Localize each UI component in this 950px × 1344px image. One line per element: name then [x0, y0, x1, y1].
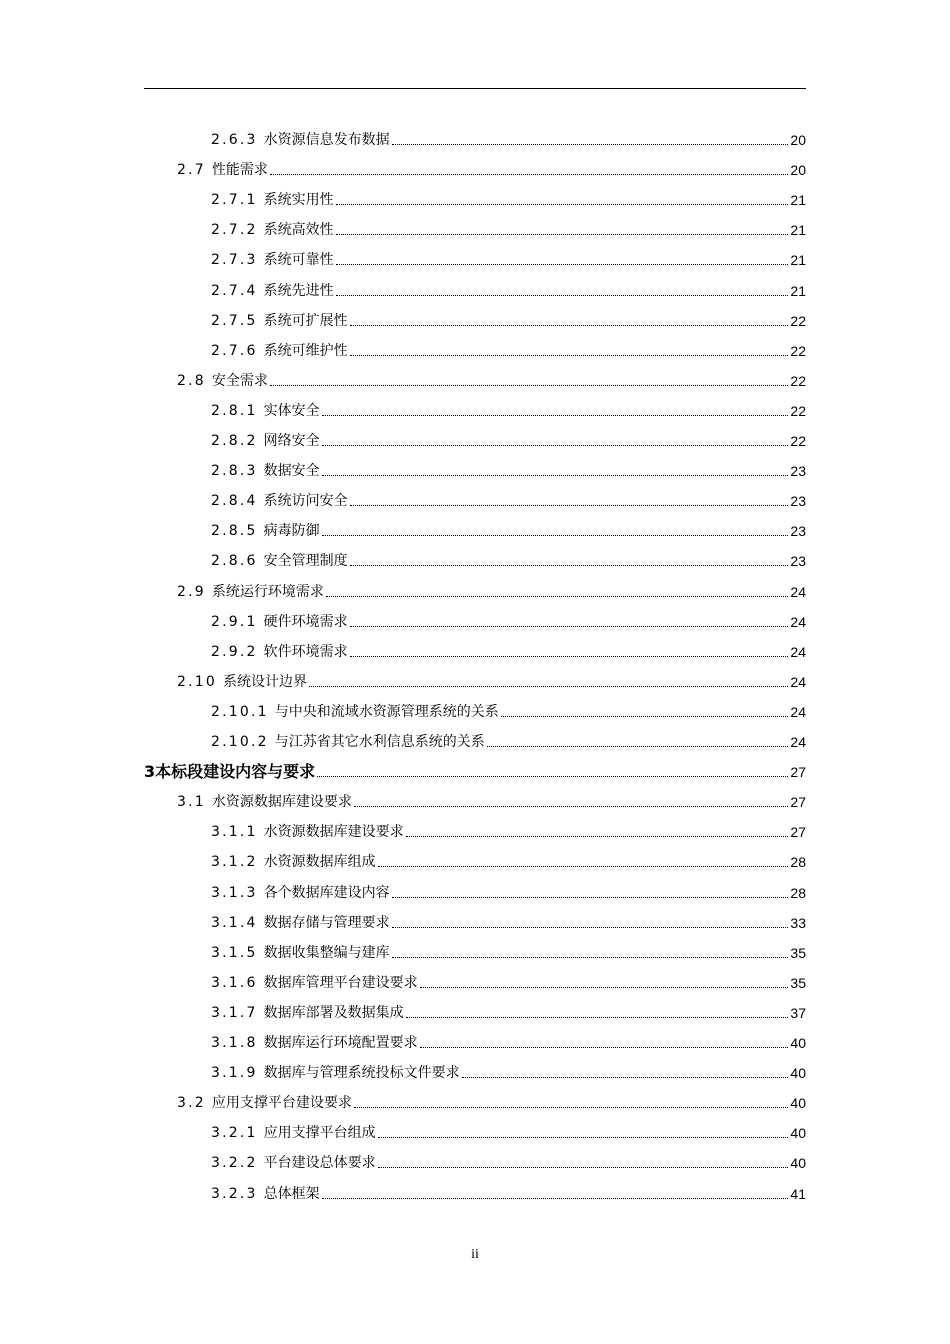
toc-dot-leader [406, 836, 789, 837]
toc-entry[interactable] [211, 276, 806, 300]
toc-entry[interactable] [211, 306, 806, 330]
toc-entry-title: 系统高效性 [263, 222, 334, 238]
toc-entry-number: 3.1.7 [211, 1005, 258, 1021]
toc-entry-number: 2.8.5 [211, 523, 258, 539]
toc-dot-leader [392, 897, 789, 898]
toc-entry[interactable] [211, 396, 806, 420]
toc-entry-page: 40 [790, 1065, 806, 1081]
toc-entry-page: 23 [790, 553, 806, 569]
header-rule [144, 88, 806, 89]
toc-entry-page: 21 [790, 192, 806, 208]
toc-dot-leader [392, 144, 789, 145]
toc-entry[interactable] [211, 968, 806, 992]
toc-entry-page: 40 [790, 1155, 806, 1171]
toc-entry[interactable] [177, 366, 806, 390]
toc-dot-leader [420, 987, 789, 988]
toc-dot-leader [350, 325, 789, 326]
toc-entry-number: 3.1.3 [211, 885, 258, 901]
toc-entry-page: 22 [790, 373, 806, 389]
toc-entry[interactable] [177, 577, 806, 601]
toc-entry[interactable] [177, 1088, 806, 1112]
toc-entry-title: 数据库管理平台建设要求 [263, 975, 418, 991]
toc-dot-leader [322, 475, 789, 476]
toc-entry[interactable] [211, 727, 806, 751]
toc-entry-page: 24 [790, 734, 806, 750]
toc-dot-leader [309, 686, 788, 687]
toc-entry-title: 数据收集整编与建库 [263, 945, 390, 961]
toc-entry-title: 系统运行环境需求 [211, 584, 324, 600]
toc-entry-title: 数据存储与管理要求 [263, 915, 390, 931]
toc-entry-title: 数据库部署及数据集成 [263, 1005, 404, 1021]
toc-entry-page: 23 [790, 523, 806, 539]
toc-entry-title: 系统设计边界 [222, 674, 307, 690]
toc-entry-title: 系统访问安全 [263, 493, 348, 509]
toc-dot-leader [322, 1198, 789, 1199]
page-number: ii [471, 1247, 479, 1262]
toc-entry[interactable] [211, 486, 806, 510]
toc-entry-title: 性能需求 [211, 162, 268, 178]
toc-entry-number: 3.1.5 [211, 945, 258, 961]
toc-entry-number: 2.7.6 [211, 343, 258, 359]
toc-entry[interactable] [211, 938, 806, 962]
toc-dot-leader [270, 174, 789, 175]
toc-entry-page: 41 [790, 1186, 806, 1202]
toc-dot-leader [322, 535, 789, 536]
toc-entry-title: 与中央和流域水资源管理系统的关系 [274, 704, 499, 720]
toc-entry-number: 3.2.2 [211, 1155, 258, 1171]
toc-entry-title: 数据库与管理系统投标文件要求 [263, 1065, 460, 1081]
toc-entry-number: 2.8.2 [211, 433, 258, 449]
toc-entry-page: 24 [790, 614, 806, 630]
toc-dot-leader [378, 866, 789, 867]
toc-entry-page: 22 [790, 403, 806, 419]
toc-entry-page: 24 [790, 674, 806, 690]
toc-entry-page: 20 [790, 132, 806, 148]
toc-entry[interactable] [177, 155, 806, 179]
toc-entry-page: 23 [790, 463, 806, 479]
toc-entry-title: 水资源信息发布数据 [263, 132, 390, 148]
toc-dot-leader [462, 1077, 789, 1078]
toc-entry[interactable] [211, 817, 806, 841]
toc-entry-page: 22 [790, 313, 806, 329]
toc-entry-number: 3.2.1 [211, 1125, 258, 1141]
toc-entry-number: 2.7.3 [211, 252, 258, 268]
toc-entry-number: 3 [144, 762, 156, 781]
toc-dot-leader [336, 264, 789, 265]
toc-entry-number: 2.9 [177, 584, 206, 600]
toc-dot-leader [350, 656, 789, 657]
toc-entry[interactable] [211, 516, 806, 540]
toc-entry-title: 网络安全 [263, 433, 320, 449]
toc-dot-leader [420, 1047, 789, 1048]
toc-entry-title: 各个数据库建设内容 [263, 885, 390, 901]
toc-entry-title: 数据安全 [263, 463, 320, 479]
toc-dot-leader [336, 204, 789, 205]
toc-dot-leader [350, 626, 789, 627]
toc-entry[interactable] [211, 336, 806, 360]
toc-entry-title: 系统可扩展性 [263, 313, 348, 329]
toc-entry[interactable] [211, 697, 806, 721]
toc-entry-page: 20 [790, 162, 806, 178]
toc-entry-number: 2.7.2 [211, 222, 258, 238]
toc-entry[interactable] [211, 847, 806, 871]
toc-entry-page: 37 [790, 1005, 806, 1021]
toc-entry-title: 平台建设总体要求 [263, 1155, 376, 1171]
toc-dot-leader [501, 716, 789, 717]
toc-entry-title: 应用支撑平台组成 [263, 1125, 376, 1141]
toc-entry[interactable] [144, 757, 806, 781]
toc-entry[interactable] [211, 125, 806, 149]
toc-entry[interactable] [211, 456, 806, 480]
toc-entry-page: 24 [790, 704, 806, 720]
toc-entry[interactable] [211, 426, 806, 450]
toc-entry-number: 2.8.6 [211, 553, 258, 569]
toc-entry[interactable] [177, 667, 806, 691]
toc-dot-leader [378, 1167, 789, 1168]
toc-dot-leader [487, 746, 789, 747]
toc-entry[interactable] [211, 215, 806, 239]
toc-entry[interactable] [211, 1179, 806, 1203]
toc-dot-leader [270, 385, 789, 386]
toc-entry[interactable] [211, 546, 806, 570]
toc-entry-page: 27 [790, 824, 806, 840]
toc-entry[interactable] [211, 1028, 806, 1052]
toc-entry-page: 24 [790, 584, 806, 600]
toc-entry-number: 3.1.4 [211, 915, 258, 931]
toc-entry-number: 3.1.6 [211, 975, 258, 991]
toc-entry-page: 28 [790, 885, 806, 901]
toc-entry-page: 21 [790, 283, 806, 299]
toc-dot-leader [392, 927, 789, 928]
toc-entry-number: 2.6.3 [211, 132, 258, 148]
toc-entry-page: 27 [790, 794, 806, 810]
toc-dot-leader [317, 776, 788, 777]
toc-entry-title: 系统可维护性 [263, 343, 348, 359]
toc-entry-page: 40 [790, 1035, 806, 1051]
toc-dot-leader [350, 565, 789, 566]
toc-dot-leader [336, 234, 789, 235]
toc-entry[interactable] [211, 607, 806, 631]
toc-entry-number: 3.1 [177, 794, 206, 810]
toc-entry-number: 3.1.9 [211, 1065, 258, 1081]
toc-dot-leader [350, 355, 789, 356]
toc-entry-number: 3.1.1 [211, 824, 258, 840]
toc-entry-page: 22 [790, 343, 806, 359]
toc-entry[interactable] [211, 1118, 806, 1142]
toc-entry[interactable] [211, 1058, 806, 1082]
toc-entry[interactable] [177, 787, 806, 811]
toc-dot-leader [406, 1017, 789, 1018]
toc-entry-page: 33 [790, 915, 806, 931]
toc-entry-title: 与江苏省其它水利信息系统的关系 [274, 734, 485, 750]
toc-entry-title: 安全管理制度 [263, 553, 348, 569]
toc-entry-title: 系统先进性 [263, 283, 334, 299]
toc-entry-page: 40 [790, 1125, 806, 1141]
toc-entry-page: 28 [790, 854, 806, 870]
toc-entry-number: 2.7.5 [211, 313, 258, 329]
toc-entry-number: 3.1.8 [211, 1035, 258, 1051]
toc-dot-leader [354, 806, 789, 807]
toc-entry-title: 水资源数据库建设要求 [211, 794, 352, 810]
toc-entry[interactable] [211, 1148, 806, 1172]
toc-entry-number: 2.8 [177, 373, 206, 389]
toc-entry-page: 35 [790, 975, 806, 991]
toc-entry-title: 总体框架 [263, 1186, 320, 1202]
toc-entry-page: 40 [790, 1095, 806, 1111]
toc-entry-page: 23 [790, 493, 806, 509]
toc-entry[interactable] [211, 998, 806, 1022]
toc-dot-leader [322, 415, 789, 416]
toc-dot-leader [378, 1137, 789, 1138]
toc-entry-number: 2.7 [177, 162, 206, 178]
toc-entry-number: 2.8.1 [211, 403, 258, 419]
toc-entry-page: 35 [790, 945, 806, 961]
toc-entry-title: 实体安全 [263, 403, 320, 419]
toc-dot-leader [392, 957, 789, 958]
toc-entry-number: 3.1.2 [211, 854, 258, 870]
toc-entry-title: 应用支撑平台建设要求 [211, 1095, 352, 1111]
toc-entry-number: 2.7.4 [211, 283, 258, 299]
toc-entry-title: 安全需求 [211, 373, 268, 389]
toc-entry-number: 2.8.3 [211, 463, 258, 479]
toc-entry-title: 本标段建设内容与要求 [155, 762, 316, 781]
toc-entry-title: 水资源数据库建设要求 [263, 824, 404, 840]
toc-entry-title: 系统可靠性 [263, 252, 334, 268]
toc-entry-title: 水资源数据库组成 [263, 854, 376, 870]
toc-entry-title: 系统实用性 [263, 192, 334, 208]
toc-entry[interactable] [211, 908, 806, 932]
toc-dot-leader [326, 596, 789, 597]
toc-entry-number: 2.7.1 [211, 192, 258, 208]
toc-dot-leader [354, 1107, 789, 1108]
toc-entry-number: 2.10.2 [211, 734, 269, 750]
toc-dot-leader [322, 445, 789, 446]
toc-entry[interactable] [211, 878, 806, 902]
toc-entry-page: 27 [790, 764, 806, 780]
toc-entry[interactable] [211, 245, 806, 269]
toc-entry-number: 2.10 [177, 674, 217, 690]
toc-entry[interactable] [211, 637, 806, 661]
toc-entry-number: 3.2 [177, 1095, 206, 1111]
toc-dot-leader [350, 505, 789, 506]
toc-entry-title: 病毒防御 [263, 523, 320, 539]
toc-entry-title: 数据库运行环境配置要求 [263, 1035, 418, 1051]
toc-entry-number: 3.2.3 [211, 1186, 258, 1202]
toc-entry-number: 2.10.1 [211, 704, 269, 720]
toc-entry[interactable] [211, 185, 806, 209]
toc-entry-page: 21 [790, 222, 806, 238]
toc-entry-number: 2.9.2 [211, 644, 258, 660]
toc-entry-page: 22 [790, 433, 806, 449]
toc-entry-number: 2.9.1 [211, 614, 258, 630]
toc-entry-number: 2.8.4 [211, 493, 258, 509]
toc-entry-page: 24 [790, 644, 806, 660]
toc-entry-page: 21 [790, 252, 806, 268]
toc-dot-leader [336, 295, 789, 296]
toc-entry-title: 软件环境需求 [263, 644, 348, 660]
toc-entry-title: 硬件环境需求 [263, 614, 348, 630]
